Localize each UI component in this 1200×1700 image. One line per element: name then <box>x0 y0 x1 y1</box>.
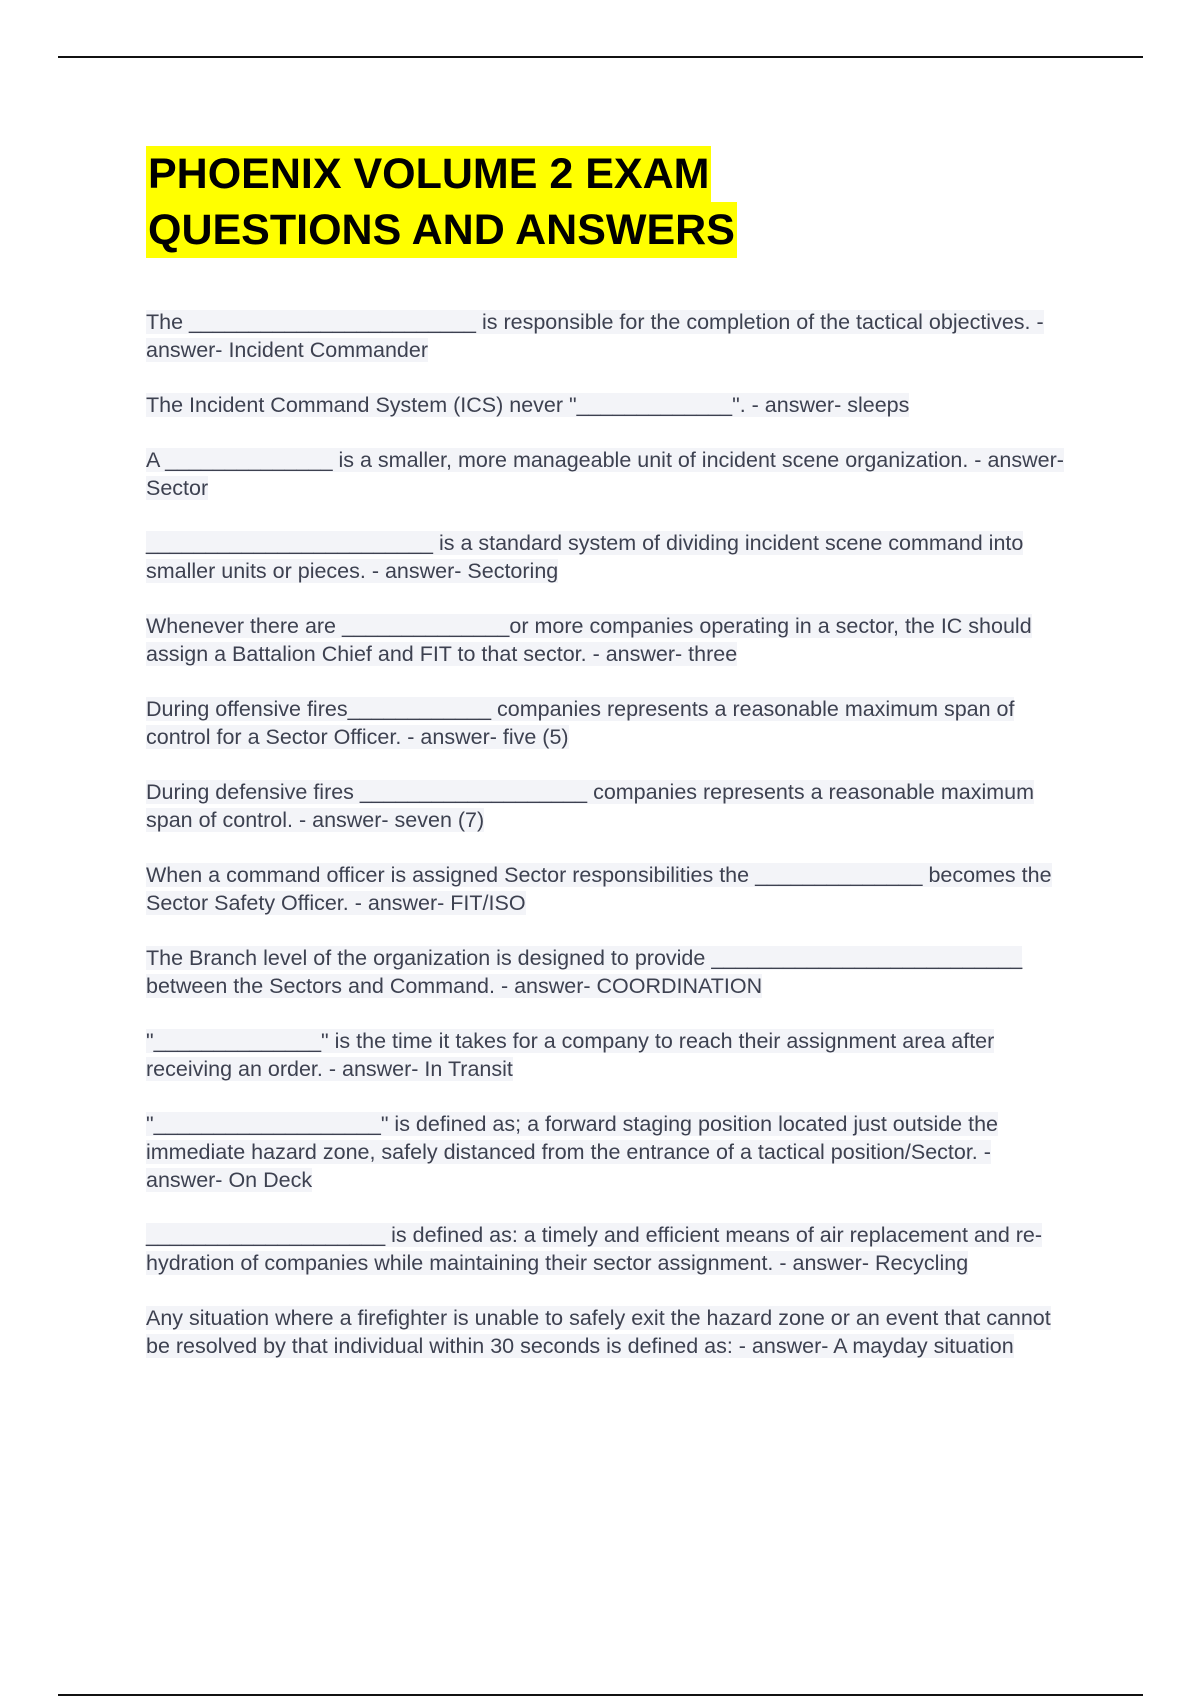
question-answer-item <box>146 529 1066 585</box>
question-answer-text: A ______________ is a smaller, more manageable unit of incident scene organization. - answer- Sector <box>146 448 1064 500</box>
question-answer-text: "___________________" is defined as; a forward staging position located just outside the immediate hazard zone, safely distanced from the entrance of a tactical position/Sector. - answer- On Deck <box>146 1112 998 1192</box>
question-answer-item <box>146 944 1066 1000</box>
question-answer-text: When a command officer is assigned Sector responsibilities the ______________ becomes the Sector Safety Officer. - answer- FIT/ISO <box>146 863 1052 915</box>
question-answer-item <box>146 1027 1066 1083</box>
question-answer-text: During offensive fires____________ companies represents a reasonable maximum span of control for a Sector Officer. - answer- five (5) <box>146 697 1015 749</box>
question-answer-item <box>146 446 1066 502</box>
question-answer-item <box>146 308 1066 364</box>
title-line-1: PHOENIX VOLUME 2 EXAM <box>146 146 711 202</box>
question-answer-text: "______________" is the time it takes for a company to reach their assignment area after receiving an order. - answer- In Transit <box>146 1029 995 1081</box>
document-body <box>146 146 1066 1387</box>
question-answer-item <box>146 612 1066 668</box>
question-answer-item <box>146 391 1066 419</box>
question-answer-item <box>146 1221 1066 1277</box>
question-answer-item <box>146 1304 1066 1360</box>
question-answer-text: During defensive fires ___________________ companies represents a reasonable maximum span of control. - answer- seven (7) <box>146 780 1035 832</box>
question-answer-item <box>146 695 1066 751</box>
top-rule <box>58 56 1143 58</box>
question-answer-text: The ________________________ is responsible for the completion of the tactical objectives. - answer- Incident Commander <box>146 310 1044 362</box>
question-answer-item <box>146 778 1066 834</box>
question-answer-text: The Incident Command System (ICS) never "_____________". - answer- sleeps <box>146 393 910 417</box>
document-title <box>146 146 1066 258</box>
question-answer-text: ________________________ is a standard system of dividing incident scene command into smaller units or pieces. - answer- Sectoring <box>146 531 1024 583</box>
question-answer-text: Whenever there are ______________or more companies operating in a sector, the IC should assign a Battalion Chief and FIT to that sector. - answer- three <box>146 614 1032 666</box>
bottom-rule <box>58 1694 1143 1696</box>
title-line-2: QUESTIONS AND ANSWERS <box>146 202 737 258</box>
question-answer-text: Any situation where a firefighter is unable to safely exit the hazard zone or an event that cannot be resolved by that individual within 30 seconds is defined as: - answer- A mayday situation <box>146 1306 1051 1358</box>
question-answer-text: ____________________ is defined as: a timely and efficient means of air replacement and re-hydration of companies while maintaining their sector assignment. - answer- Recycling <box>146 1223 1043 1275</box>
question-answer-item <box>146 1110 1066 1194</box>
question-answer-text: The Branch level of the organization is designed to provide __________________________ between the Sectors and Command. - answer- COORDINATION <box>146 946 1023 998</box>
question-answer-item <box>146 861 1066 917</box>
